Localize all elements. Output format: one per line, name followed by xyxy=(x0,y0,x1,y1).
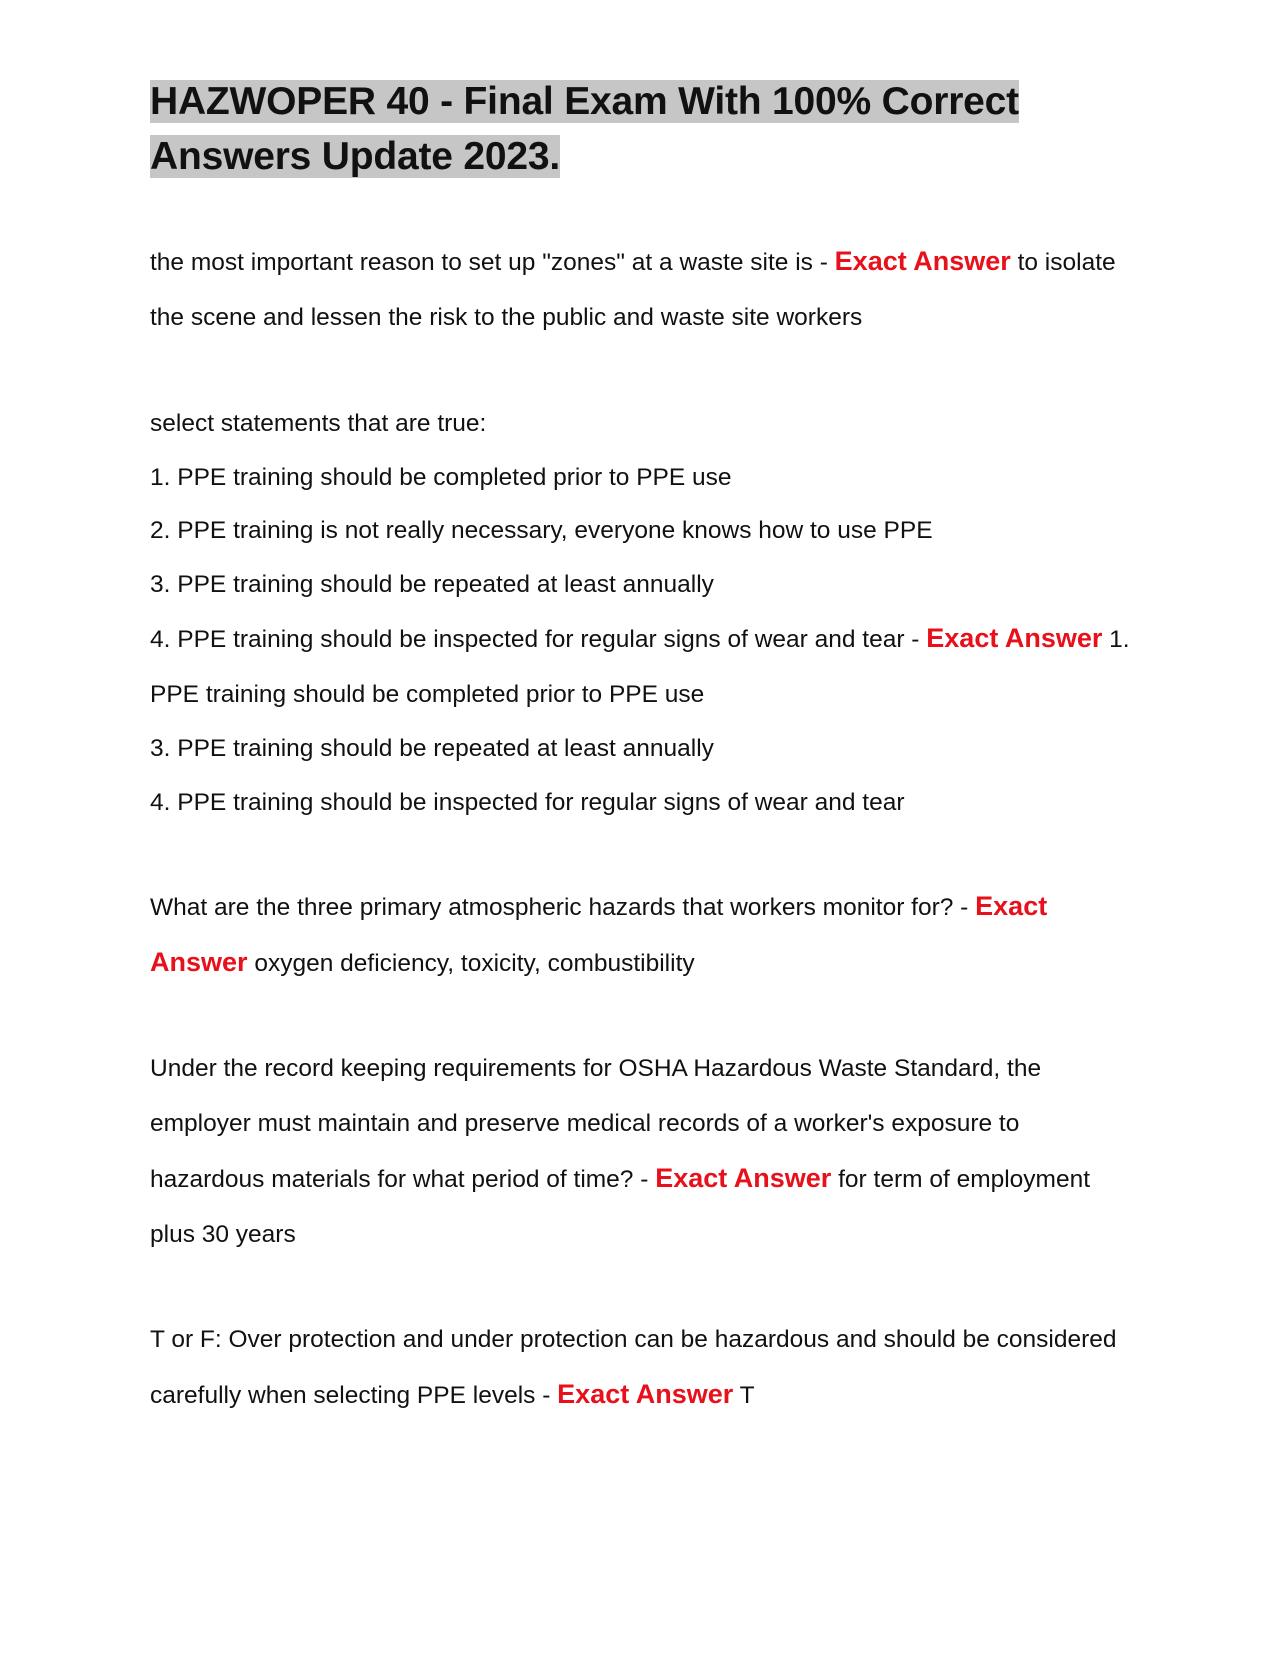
question-atmospheric-hazards xyxy=(150,879,1140,991)
answer-text: T xyxy=(733,1382,755,1409)
question-zones xyxy=(150,234,1140,345)
title-highlight: HAZWOPER 40 - Final Exam With 100% Correct Answers Update 2023. xyxy=(150,80,1019,178)
question-ppe-training xyxy=(150,397,1140,829)
exact-answer-label: Exact Answer xyxy=(834,246,1011,276)
option-1: 1. PPE training should be completed prior to PPE use xyxy=(150,463,732,491)
answer-1: 1. PPE training should be completed prior to PPE use xyxy=(150,626,1130,708)
exact-answer-label: Exact Answer xyxy=(926,623,1103,653)
option-4: 4. PPE training should be inspected for regular signs of wear and tear - xyxy=(150,626,927,653)
question-record-keeping xyxy=(150,1041,1140,1262)
question-text: T or F: Over protection and under protection can be hazardous and should be considered carefully when selecting PPE levels - xyxy=(150,1326,1117,1409)
answer-4: 4. PPE training should be inspected for regular signs of wear and tear xyxy=(150,788,905,816)
question-text: Under the record keeping requirements for OSHA Hazardous Waste Standard, the employer must maintain and preserve medical records of a worker's exposure to hazardous materials for what period of time? - xyxy=(150,1055,1042,1193)
exact-answer-label: Exact Answer xyxy=(655,1163,832,1193)
answer-text: to isolate the scene and lessen the risk to the public and waste site workers xyxy=(150,249,1116,331)
question-protection-levels xyxy=(150,1312,1140,1423)
option-4-with-answer xyxy=(150,611,1140,722)
option-3: 3. PPE training should be repeated at least annually xyxy=(150,570,714,598)
option-2: 2. PPE training is not really necessary, everyone knows how to use PPE xyxy=(150,517,933,544)
question-prompt: select statements that are true: xyxy=(150,410,487,437)
exact-answer-label: Exact Answer xyxy=(557,1379,734,1409)
exact-answer-label: Exact Answer xyxy=(150,891,1048,977)
answer-text: oxygen deficiency, toxicity, combustibility xyxy=(247,950,695,977)
answer-text: for term of employment plus 30 years xyxy=(150,1166,1091,1248)
question-text: What are the three primary atmospheric hazards that workers monitor for? - xyxy=(150,894,976,921)
question-text: the most important reason to set up "zones" at a waste site is - xyxy=(150,249,835,276)
answer-3: 3. PPE training should be repeated at least annually xyxy=(150,735,714,762)
document-page xyxy=(150,74,1140,1423)
document-title xyxy=(150,74,1140,184)
